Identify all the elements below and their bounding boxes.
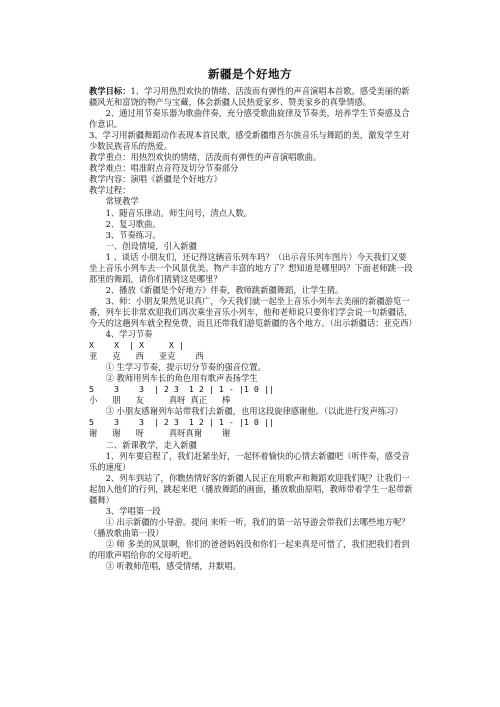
section-2-step-3: 3、学唱第一段	[105, 505, 161, 516]
goal-paragraph-2: 2、通过用节奏乐器为歌曲伴奏，充分感受歌曲旋律及节奏美，培养学生节奏感及合作意识。	[89, 108, 410, 130]
rhythm-words-1: 亚 克 西 亚克 西	[89, 351, 204, 362]
goal-paragraph-3: 3、学习用新疆舞蹈动作表现本首民歌，感受新疆维吾尔族音乐与舞蹈的美，激发学生对少数民族音乐的热爱。	[89, 130, 410, 152]
section-2-sub-1: ① 出示新疆的小导游。提问 来听一听，我们的第一站导游会带我们去哪些地方呢？（播放歌曲第一段）	[89, 516, 410, 538]
section-1-step-4: 4、学习节奏	[105, 329, 153, 340]
circle-step-3: ③ 小朋友感谢列车站带我们去新疆，也用这段旋律感谢他。（以此进行发声练习）	[105, 406, 403, 417]
section-1-step-1: 1 、谈话 小朋友们，还记得这辆音乐列车吗？（出示音乐列车图片）今天我们又要坐上音乐小列车去一个风景优美、物产丰富的地方了？想知道是哪里吗？下面老师跳一段那里的舞蹈，请你们猜猜这是哪里？	[89, 251, 413, 284]
section-2-heading: 二、新课教学，走入新疆	[105, 439, 197, 450]
difficulty-point: 教学难点：唱准附点音符及切分节奏部分	[89, 163, 239, 174]
rhythm-words-2: 小 朋 友 真呀 真正 棒	[89, 395, 231, 406]
document-body	[89, 86, 417, 572]
routine-heading: 常规教学	[105, 196, 139, 207]
routine-step-1: 1、随音乐律动。师生问号，清点人数。	[105, 207, 252, 218]
section-2-sub-2: ② 师 多美的风景啊，你们的爸爸妈妈没和你们一起来真是可惜了，我们把我们看到的用歌声唱给你的父母听吧。	[89, 538, 410, 560]
section-1-heading: 一、创设情境，引入新疆	[105, 240, 197, 251]
section-1-step-2: 2、播放《新疆是个好地方》伴奏，教师跳新疆舞蹈，让学生猜。	[105, 284, 344, 295]
goal-paragraph-1: 教学目标：1、学习用热烈欢快的情绪、活泼而有弹性的声音演唱本首歌。感受美丽的新疆风光和富饶的物产与宝藏，体会新疆人民热爱家乡、赞美家乡的真挚情感。	[89, 86, 410, 108]
section-2-sub-3: ③ 听教师范唱，感受情绪，并默唱。	[105, 561, 241, 572]
rhythm-line-2: 5 3 3 | 2 3 1 2 | 1 - |1 0 ||	[89, 384, 274, 395]
key-point: 教学重点：用热烈欢快的情绪，活泼而有弹性的声音演唱歌曲。	[89, 152, 322, 163]
circle-step-1: ① 生学习节奏，提示切分节奏的强音位置。	[105, 362, 266, 373]
process-heading: 教学过程：	[89, 185, 131, 196]
section-2-step-1: 1、列车要启程了，我们赶紧坐好，一起怀着愉快的心情去新疆吧（听伴奏，感受音乐的速度）	[89, 450, 410, 472]
goal-label: 教学目标：	[89, 86, 131, 96]
rhythm-line-1: X X | X X |	[89, 340, 184, 351]
teaching-content: 教学内容：演唱《新疆是个好地方》	[89, 174, 222, 185]
routine-step-2: 2、复习歌曲。	[105, 218, 161, 229]
rhythm-words-3: 谢 谢 呀 真呀真谢 谢	[89, 428, 231, 439]
routine-step-3: 3、节奏练习。	[105, 229, 161, 240]
document-title: 新疆是个好地方	[208, 67, 292, 81]
rhythm-line-3: 5 3 3 | 2 3 1 2 | 1 - |1 0 ||	[89, 417, 274, 428]
section-1-step-3: 3、师：小朋友果然见识真广，今天我们就一起坐上音乐小列车去美丽的新疆游览一番，列车长非常欢迎我们再次乘坐音乐小列车，他和老师说只要你们学会说一句新疆话，今天的这趟列车就全程免费，而且还带我们游览新疆的各个地方。（出示新疆话：亚克西）	[89, 295, 417, 328]
section-2-step-2: 2、列车到站了，你瞧热情好客的新疆人民正在用歌声和舞蹈欢迎我们呢？让我们一起加入他们的行列，跳起来吧（播放舞蹈的画面，播放歌曲原唱，教师带着学生一起带新疆舞）	[89, 472, 413, 505]
circle-step-2: ② 教师用列车长的角色用有歌声表扬学生	[105, 373, 258, 384]
